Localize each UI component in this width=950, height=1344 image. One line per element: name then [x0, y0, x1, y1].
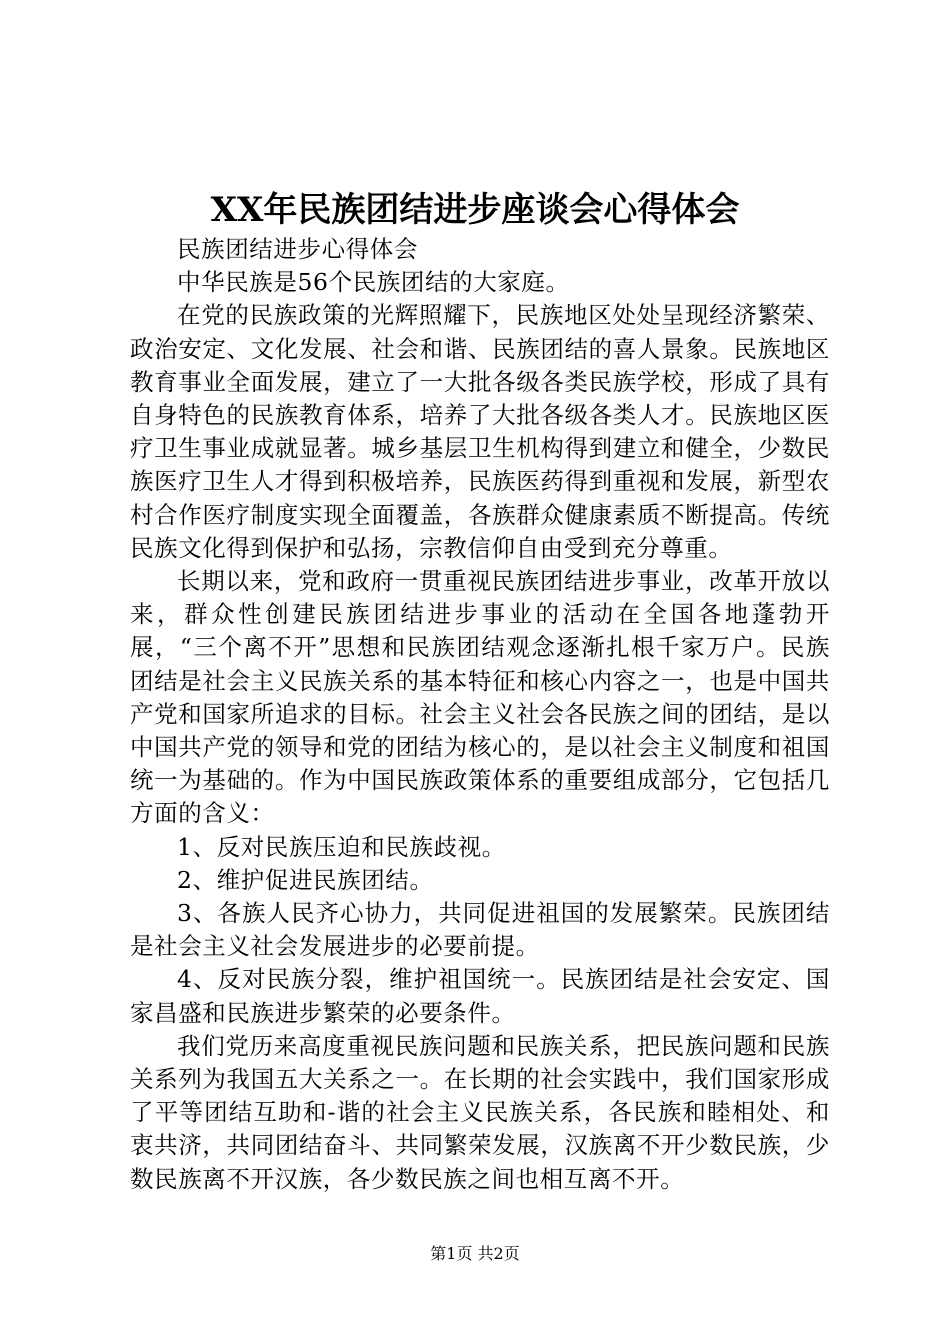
paragraph-relations: 我们党历来高度重视民族问题和民族关系，把民族问题和民族关系列为我国五大关系之一。在长期的社会实践中，我们国家形成了平等团结互助和-谐的社会主义民族关系，各民族和睦相处、和衷共济，共同团结奋斗、共同繁荣发展，汉族离不开少数民族，少数民族离不开汉族，各少数民族之间也相互离不开。 [130, 1031, 830, 1193]
paragraph-intro: 中华民族是56个民族团结的大家庭。 [177, 268, 570, 297]
list-item-2: 2、维护促进民族团结。 [177, 865, 434, 894]
paragraph-subtitle: 民族团结进步心得体会 [177, 235, 418, 263]
list-item-1: 1、反对民族压迫和民族歧视。 [177, 832, 506, 861]
list-item-3: 3、各族人民齐心协力，共同促进祖国的发展繁荣。民族团结是社会主义社会发展进步的必要前提。 [130, 899, 830, 961]
page-number-footer: 第1页 共2页 [430, 1244, 520, 1263]
document-title: XX年民族团结进步座谈会心得体会 [210, 190, 740, 230]
paragraph-policy: 长期以来，党和政府一贯重视民族团结进步事业，改革开放以来，群众性创建民族团结进步事业的活动在全国各地蓬勃开展，“三个离不开”思想和民族团结观念逐渐扎根千家万户。民族团结是社会主义民族关系的基本特征和核心内容之一，也是中国共产党和国家所追求的目标。社会主义社会各民族之间的团结，是以中国共产党的领导和党的团结为核心的，是以社会主义制度和祖国统一为基础的。作为中国民族政策体系的重要组成部分，它包括几方面的含义： [130, 567, 830, 828]
document-body [130, 233, 830, 1196]
paragraph-achievements: 在党的民族政策的光辉照耀下，民族地区处处呈现经济繁荣、政治安定、文化发展、社会和谐、民族团结的喜人景象。民族地区教育事业全面发展，建立了一大批各级各类民族学校，形成了具有自身特色的民族教育体系，培养了大批各级各类人才。民族地区医疗卫生事业成就显著。城乡基层卫生机构得到建立和健全，少数民族医疗卫生人才得到积极培养，民族医药得到重视和发展，新型农村合作医疗制度实现全面覆盖，各族群众健康素质不断提高。传统民族文化得到保护和弘扬，宗教信仰自由受到充分尊重。 [130, 301, 830, 562]
list-item-4: 4、反对民族分裂，维护祖国统一。民族团结是社会安定、国家昌盛和民族进步繁荣的必要条件。 [130, 965, 830, 1027]
